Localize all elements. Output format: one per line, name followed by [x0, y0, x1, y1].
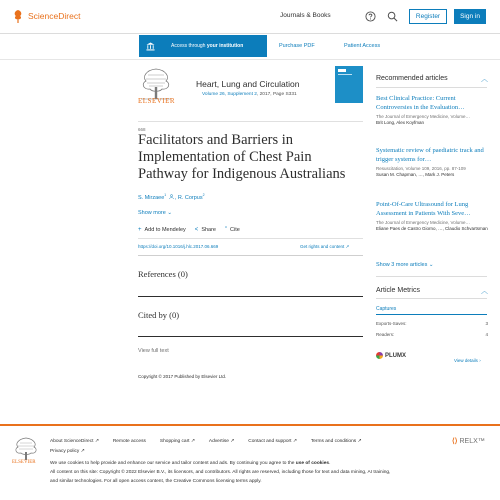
recommended-article-authors: Brit Long, Alex Koyfman	[376, 120, 425, 125]
volume-link[interactable]: Volume 26, Supplement 2	[202, 92, 257, 97]
recommended-article-authors: Eliane Paes de Castro Giorno, …, Claudio Schvartsman	[376, 226, 488, 231]
article-actions	[138, 227, 240, 233]
show-more-button[interactable]	[138, 210, 172, 216]
get-rights-link[interactable]	[300, 244, 349, 250]
divider	[138, 238, 363, 239]
author-link[interactable]: R. Corpus	[177, 194, 203, 201]
article-metrics-heading: Article Metrics	[376, 287, 420, 294]
captures-label: Captures	[376, 306, 397, 312]
author-link[interactable]: S. Mirzaee	[138, 194, 165, 201]
plus-icon: +	[138, 227, 142, 233]
elsevier-tree-logo[interactable]	[138, 67, 174, 100]
references-heading: References (0)	[138, 269, 188, 279]
footer-link[interactable]	[248, 439, 297, 444]
external-link-icon: ↗	[292, 439, 297, 444]
external-link-icon: ↗	[357, 439, 362, 444]
show-more-label: Show more	[138, 210, 166, 216]
divider	[138, 121, 363, 122]
divider	[138, 255, 363, 256]
show-more-articles-label: Show 3 more articles	[376, 262, 428, 268]
recommended-article-authors: Susan M. Chapman, …, Mark J. Peters	[376, 172, 455, 177]
share-icon: <	[194, 227, 199, 233]
recommended-article	[376, 200, 488, 232]
footer-link[interactable]	[50, 439, 99, 444]
article-title: Facilitators and Barriers in Implementation of Chest Pain Pathway for Indigenous Australians	[138, 132, 346, 182]
divider	[138, 296, 363, 297]
access-prefix-text: Access through	[171, 43, 207, 49]
sign-in-button[interactable]: Sign in	[454, 9, 486, 24]
external-link-icon: ↗	[230, 439, 235, 444]
metric-label: Readers:	[376, 332, 395, 337]
recommended-article-title[interactable]: Best Clinical Practice: Current Controversies in the Evaluation…	[376, 95, 465, 111]
journal-cover-image[interactable]	[335, 66, 363, 103]
recommended-article-source: The Journal of Emergency Medicine, Volume…	[376, 220, 471, 225]
cover-subtitle-bar	[338, 74, 352, 75]
metric-row	[376, 332, 488, 337]
recommended-article-source: Resuscitation, Volume 109, 2016, pp. 87-109	[376, 166, 466, 171]
external-link-icon: ↗	[345, 244, 350, 249]
relx-logo[interactable]	[452, 437, 485, 445]
view-details-label: View details	[454, 358, 478, 363]
journal-volume-info	[202, 92, 297, 97]
cookie-notice-suffix: .	[329, 461, 331, 466]
sciencedirect-brand-link[interactable]: ScienceDirect	[28, 11, 81, 21]
cited-by-heading: Cited by (0)	[138, 310, 180, 320]
journal-title-link[interactable]: Heart, Lung and Circulation	[196, 79, 300, 89]
metric-value: 3	[485, 321, 488, 326]
person-icon	[169, 194, 174, 199]
divider	[138, 336, 363, 337]
cookie-notice	[50, 461, 330, 466]
share-label: Share	[201, 227, 216, 233]
recommended-article	[376, 94, 488, 126]
mendeley-label: Add to Mendeley	[144, 227, 186, 233]
search-icon[interactable]	[387, 11, 398, 22]
divider	[376, 87, 487, 88]
author-affiliation-sup[interactable]: 1	[164, 193, 167, 197]
register-button[interactable]: Register	[409, 9, 447, 24]
chevron-down-icon: ⌄	[167, 210, 172, 216]
footer-link-label: Shopping cart	[159, 439, 190, 444]
elsevier-tree-logo-icon[interactable]	[13, 9, 23, 23]
footer-link[interactable]	[311, 439, 362, 444]
quote-icon: ”	[225, 227, 227, 233]
author-list: S. Mirzaee$^1$ , R. Corpus$^2$	[138, 193, 205, 201]
footer-elsevier-wordmark: ELSEVIER	[12, 460, 36, 465]
journals-books-link[interactable]: Journals & Books	[280, 12, 331, 19]
cite-button[interactable]	[225, 227, 240, 233]
relx-mark-icon: ⟨⟩	[452, 438, 458, 445]
institution-icon	[146, 42, 155, 51]
footer-link[interactable]	[209, 439, 234, 444]
relx-label: RELX™	[459, 437, 485, 445]
privacy-label: Privacy policy	[50, 449, 80, 454]
recommended-article	[376, 146, 488, 178]
help-icon[interactable]	[365, 11, 376, 22]
chevron-down-icon: ⌄	[428, 262, 434, 268]
footer-link-label: Advertise	[208, 439, 229, 444]
chevron-up-icon[interactable]: ︿	[481, 288, 488, 295]
rights-label: Get rights and content	[300, 244, 345, 249]
elsevier-tree-logo[interactable]	[12, 437, 40, 461]
volume-rest: , 2017, Page S331	[256, 92, 297, 97]
external-link-icon: ↗	[190, 439, 195, 444]
external-link-icon: ↗	[80, 449, 85, 454]
plumx-logo[interactable]	[376, 352, 406, 359]
recommended-article-source: The Journal of Emergency Medicine, Volume…	[376, 114, 471, 119]
recommended-article-title[interactable]: Point-Of-Care Ultrasound for Lung Assessment in Patients With Seve…	[376, 201, 471, 217]
footer-link[interactable]: Remote access	[112, 439, 146, 444]
cover-title-bar	[338, 69, 346, 72]
captures-underline	[376, 314, 487, 315]
metric-label: Exports-Saves:	[376, 321, 407, 326]
access-button-label	[171, 43, 243, 49]
footer-link-label: Contact and support	[248, 439, 292, 444]
cite-label: Cite	[230, 227, 240, 233]
divider	[376, 276, 487, 277]
footer-copyright-line1: All content on this site: Copyright © 2022 Elsevier B.V., its licensors, and contributors. All rights are reserved, including those for text and data mining, AI training,	[50, 470, 391, 475]
recommended-article-title[interactable]: Systematic review of paediatric track and trigger systems for…	[376, 147, 484, 163]
author-affiliation-sup[interactable]: 2	[202, 193, 205, 197]
show-more-articles-button[interactable]	[376, 262, 434, 268]
purchase-pdf-link[interactable]: Purchase PDF	[279, 43, 315, 49]
doi-link[interactable]: https://doi.org/10.1016/j.hlc.2017.06.669	[138, 244, 219, 249]
share-button[interactable]	[195, 227, 216, 233]
add-to-mendeley-button[interactable]	[138, 227, 186, 233]
chevron-up-icon[interactable]: ︿	[481, 76, 488, 83]
chevron-right-icon: ›	[479, 358, 481, 363]
access-bold-text: your institution	[206, 43, 244, 49]
view-full-text-link[interactable]: View full text	[138, 348, 169, 354]
use-of-cookies-link[interactable]: use of cookies	[295, 461, 330, 466]
elsevier-wordmark: ELSEVIER	[138, 97, 176, 105]
metric-value: 4	[485, 332, 488, 337]
access-through-institution-button[interactable]	[139, 35, 267, 57]
footer-link[interactable]	[160, 439, 195, 444]
cookie-notice-text: We use cookies to help provide and enhance our service and tailor content and ads. By continuing you agree to the	[50, 461, 296, 466]
plumx-label: PLUMX	[385, 352, 406, 359]
patient-access-link[interactable]: Patient Access	[344, 43, 381, 49]
recommended-articles-heading: Recommended articles	[376, 75, 448, 82]
external-link-icon: ↗	[94, 439, 99, 444]
view-details-link[interactable]	[454, 358, 481, 363]
footer-links	[50, 439, 362, 444]
article-number: 668	[138, 127, 146, 132]
plumx-icon	[376, 352, 383, 359]
metric-row	[376, 321, 488, 326]
footer-copyright-line2: and similar technologies. For all open access content, the Creative Commons licensing terms apply.	[50, 479, 262, 484]
footer-link-label: About ScienceDirect	[50, 439, 94, 444]
privacy-policy-link[interactable]	[50, 449, 85, 454]
footer-link-label: Terms and conditions	[310, 439, 357, 444]
divider	[376, 298, 487, 299]
article-copyright: Copyright © 2017 Published by Elsevier Ltd.	[138, 374, 227, 379]
